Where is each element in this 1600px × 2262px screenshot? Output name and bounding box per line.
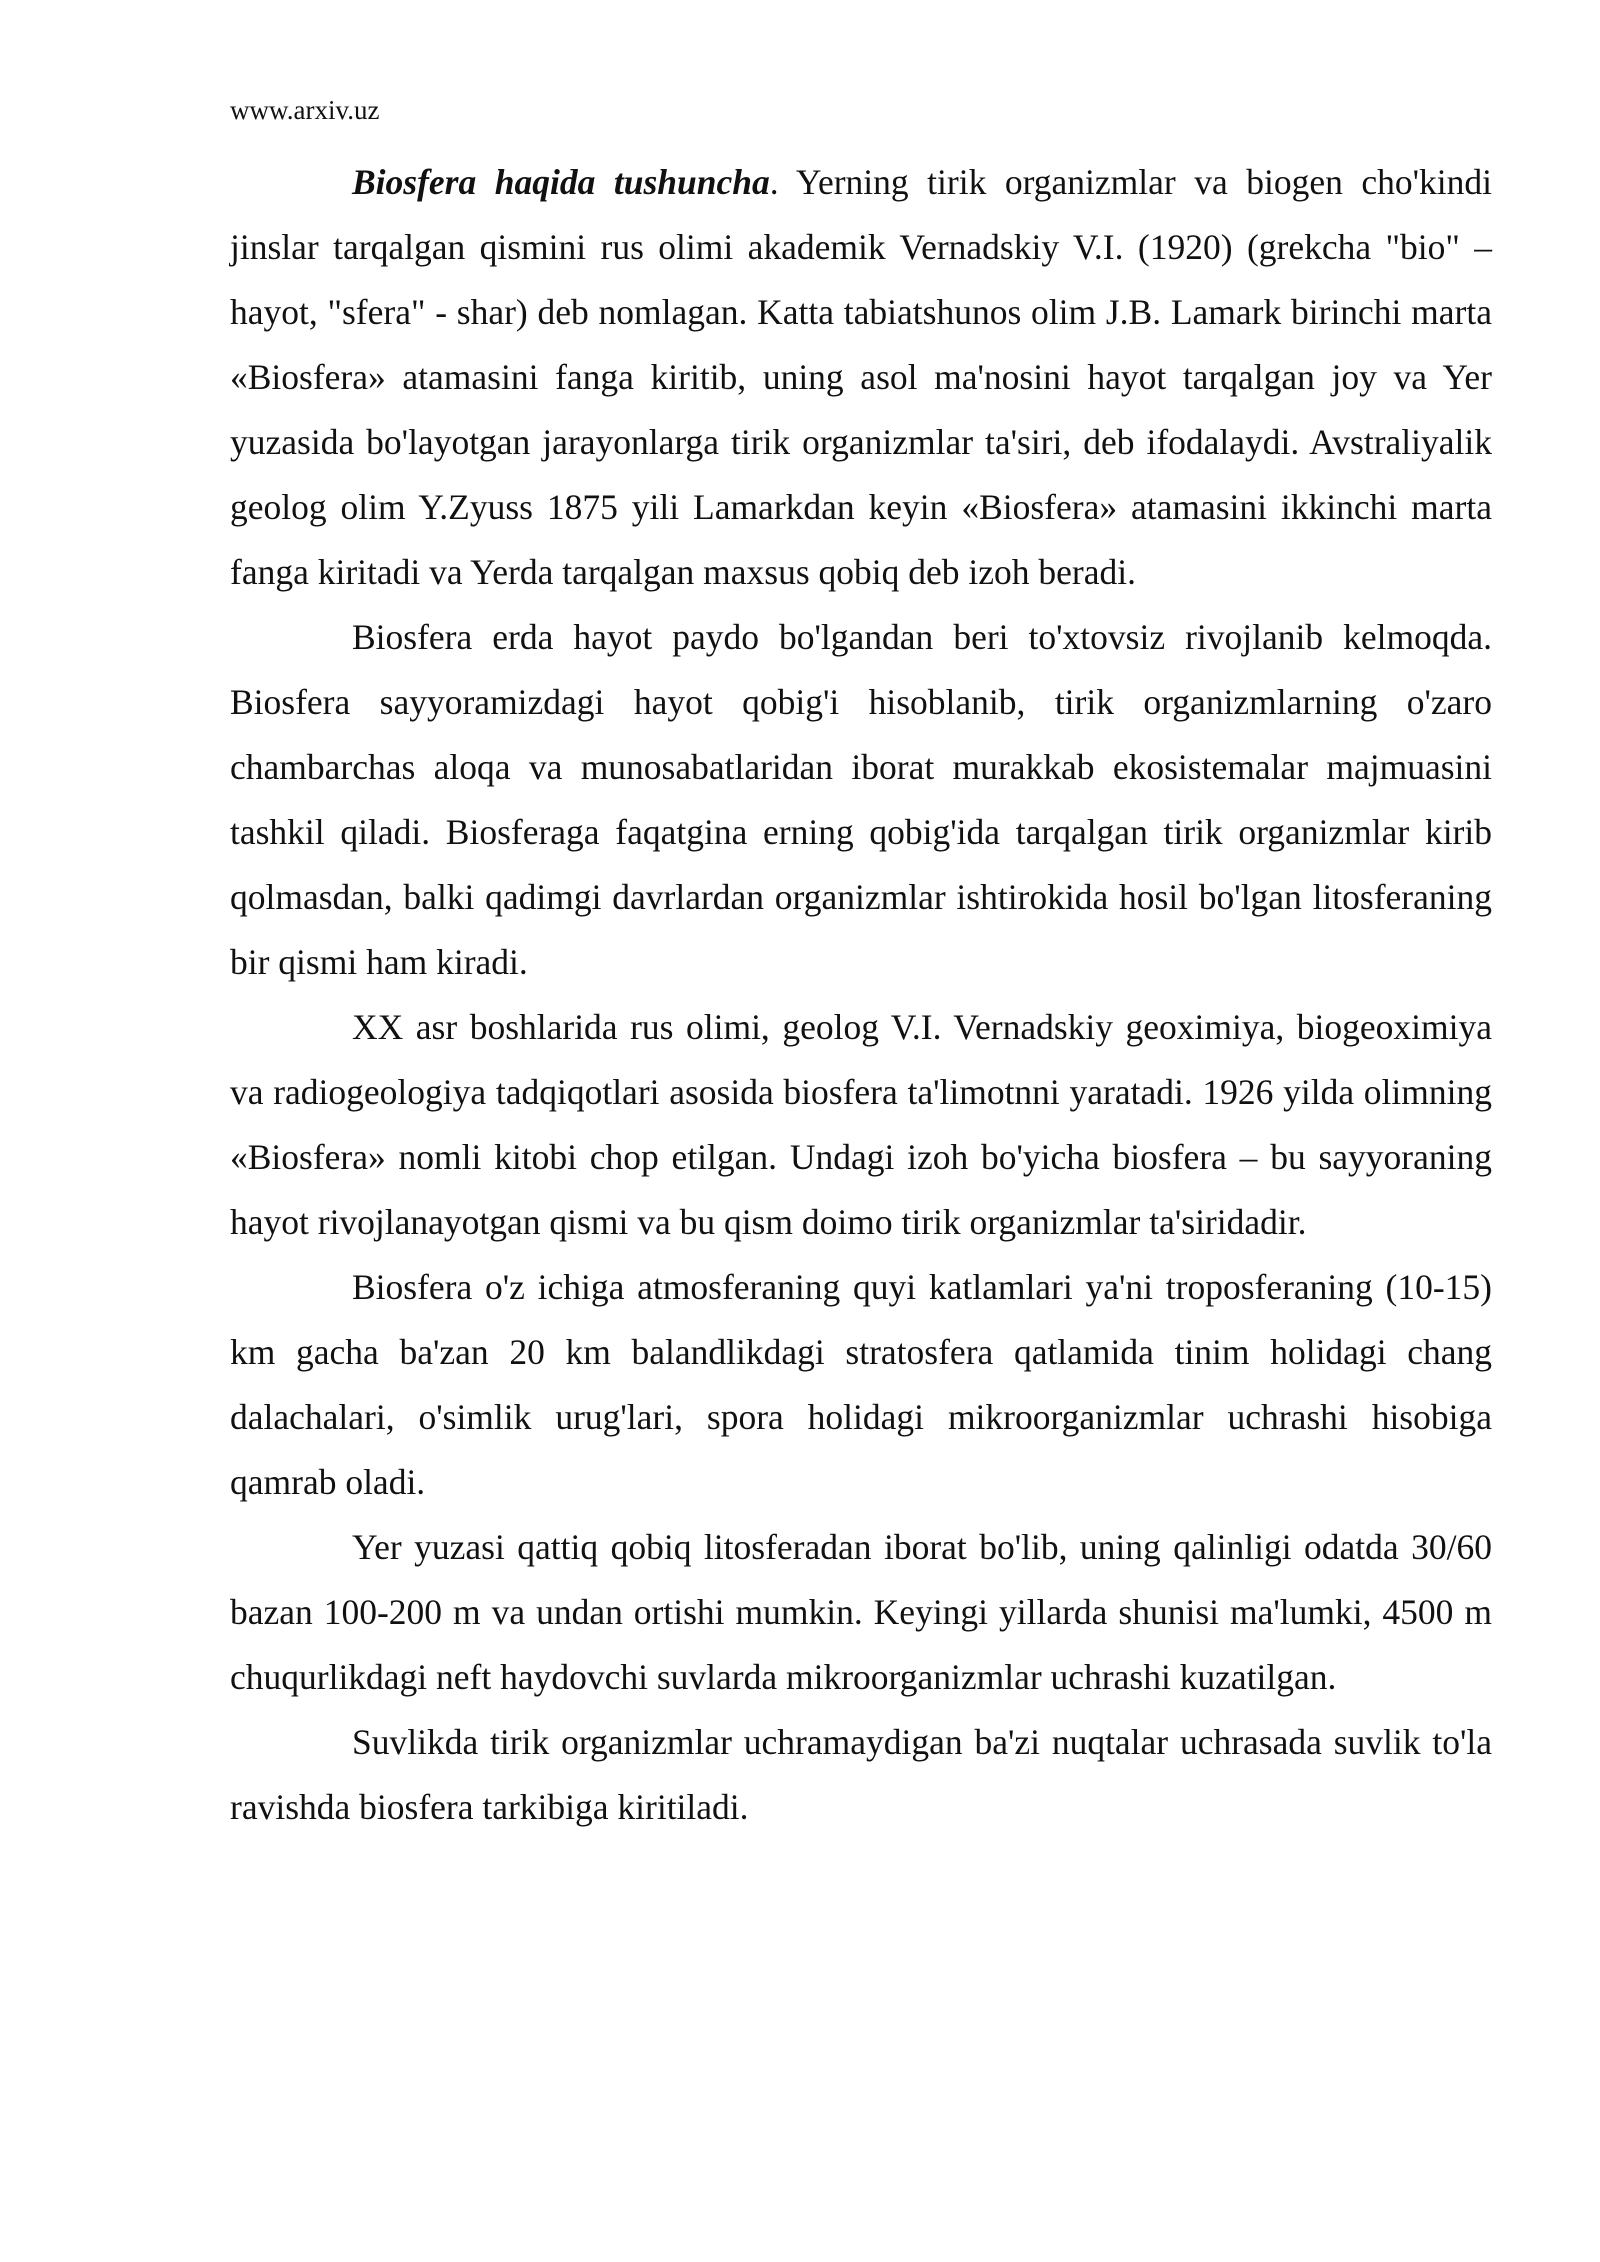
paragraph-1	[230, 150, 1492, 605]
paragraph-6: Suvlikda tirik organizmlar uchramaydigan ba'zi nuqtalar uchrasada suvlik to'la ravishda biosfera tarkibiga kiritiladi.	[230, 1722, 1492, 1827]
section-title: Biosfera haqida tushuncha	[352, 162, 770, 202]
paragraph-4: Biosfera o'z ichiga atmosferaning quyi katlamlari ya'ni troposferaning (10-15) km gacha ba'zan 20 km balandlikdagi stratosfera qatlamida tinim holidagi chang dalachalari, o'simlik urug'lari, spora holidagi mikroorganizmlar uchrashi hisobiga qamrab oladi.	[230, 1267, 1492, 1502]
paragraph-2: Biosfera erda hayot paydo bo'lgandan beri to'xtovsiz rivojlanib kelmoqda. Biosfera sayyoramizdagi hayot qobig'i hisoblanib, tirik organizmlarning o'zaro chambarchas aloqa va munosabatlaridan iborat murakkab ekosistemalar majmuasini tashkil qiladi. Biosferaga faqatgina erning qobig'ida tarqalgan tirik organizmlar kirib qolmasdan, balki qadimgi davrlardan organizmlar ishtirokida hosil bo'lgan litosferaning bir qismi ham kiradi.	[230, 617, 1492, 982]
paragraph-1-text: . Yerning tirik organizmlar va biogen cho'kindi jinslar tarqalgan qismini rus olimi akademik Vernadskiy V.I. (1920) (grekcha "bio" – hayot, "sfera" - shar) deb nomlagan. Katta tabiatshunos olim J.B. Lamark birinchi marta «Biosfera» atamasini fanga kiritib, uning asol ma'nosini hayot tarqalgan joy va Yer yuzasida bo'layotgan jarayonlarga tirik organizmlar ta'siri, deb ifodalaydi. Avstraliyalik geolog olim Y.Zyuss 1875 yili Lamarkdan keyin «Biosfera» atamasini ikkinchi marta fanga kiritadi va Yerda tarqalgan maxsus qobiq deb izoh beradi.	[230, 162, 1492, 592]
paragraph-5: Yer yuzasi qattiq qobiq litosferadan iborat bo'lib, uning qalinligi odatda 30/60 bazan 100-200 m va undan ortishi mumkin. Keyingi yillarda shunisi ma'lumki, 4500 m chuqurlikdagi neft haydovchi suvlarda mikroorganizmlar uchrashi kuzatilgan.	[230, 1527, 1492, 1697]
document-body	[230, 150, 1492, 1840]
paragraph-3: XX asr boshlarida rus olimi, geolog V.I. Vernadskiy geoximiya, biogeoximiya va radiogeologiya tadqiqotlari asosida biosfera ta'limotnni yaratadi. 1926 yilda olimning «Biosfera» nomli kitobi chop etilgan. Undagi izoh bo'yicha biosfera – bu sayyoraning hayot rivojlanayotgan qismi va bu qism doimo tirik organizmlar ta'siridadir.	[230, 1007, 1492, 1242]
site-header: www.arxiv.uz	[230, 95, 380, 125]
